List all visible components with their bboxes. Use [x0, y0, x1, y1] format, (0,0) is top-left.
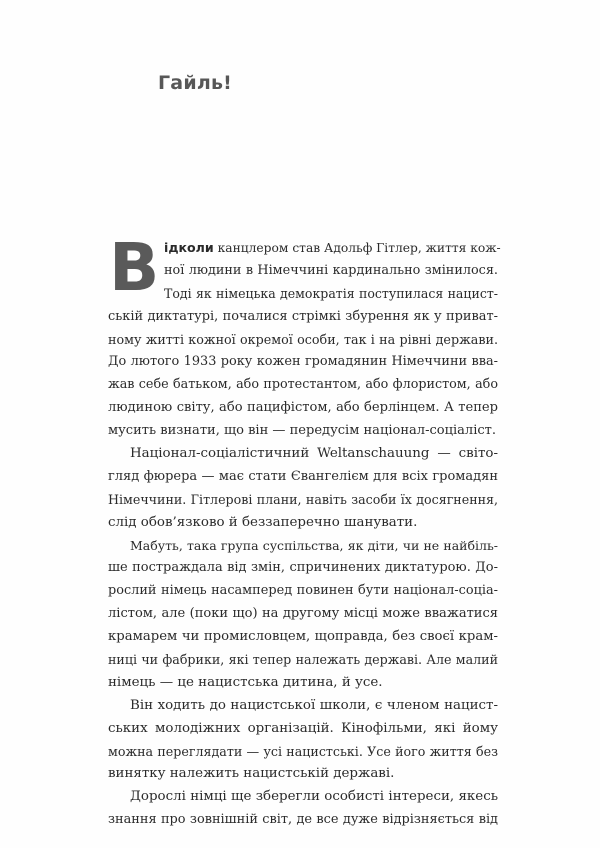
text-line: знання про зовнішній світ, де все дуже відрізняється від: [108, 812, 498, 828]
text-line: ше постраждала від змін, спричинених диктатурою. До-: [108, 560, 498, 576]
text-line: рослий німець насамперед повинен бути націонал-соціа-: [108, 583, 498, 599]
text-line: Німеччини. Гітлерові плани, навіть засоби їх досягнення,: [108, 491, 498, 507]
chapter-title: Гайль!: [158, 72, 233, 94]
text-line: ських молодіжних організацій. Кінофільми, які йому: [108, 720, 498, 736]
text-line: жав себе батьком, або протестантом, або флористом, або: [108, 377, 498, 393]
text-line: Дорослі німці ще зберегли особисті інтереси, якесь: [130, 789, 498, 805]
text-line: лістом, але (поки що) на другому місці може вважатися: [108, 606, 498, 622]
text-line: німець — це нацистська дитина, й усе.: [108, 674, 383, 690]
text-line: гляд фюрера — має стати Євангелієм для всіх громадян: [108, 468, 498, 484]
text-line: крамарем чи промисловцем, щоправда, без своєї крам-: [108, 629, 498, 645]
text-line: слід обов’язково й беззаперечно шанувати.: [108, 514, 418, 530]
body-text: [108, 229, 501, 832]
text-line: До лютого 1933 року кожен громадянин Німеччини вва-: [108, 354, 498, 370]
text-line: ській диктатурі, почалися стрімкі збурення як у приват-: [108, 308, 498, 324]
text-line: ної людини в Німеччині кардинально змінилося.: [164, 262, 498, 278]
lead-word: ідколи: [164, 240, 214, 255]
text-line: Він ходить до нацистської школи, є членом нацист-: [130, 697, 498, 713]
text-line: ному житті кожної окремої особи, так і на рівні держави.: [108, 331, 498, 347]
text-line: ниці чи фабрики, які тепер належать державі. Але малий: [108, 652, 498, 668]
text-line: ідколи канцлером став Адольф Гітлер, життя кож-: [164, 240, 501, 255]
text-line: Націонал-соціалістичний Weltanschauung — світо-: [130, 446, 498, 462]
text-line: мусить визнати, що він — передусім націонал-соціаліст.: [108, 423, 497, 439]
text-line: можна переглядати — усі нацистські. Усе його життя без: [108, 743, 498, 759]
text-line: винятку належить нацистській державі.: [108, 766, 395, 782]
text-line: людиною світу, або пацифістом, або берлінцем. А тепер: [108, 400, 498, 416]
text-line: Тоді як німецька демократія поступилася нацист-: [164, 285, 498, 301]
text-line: Мабуть, така група суспільства, як діти, чи не найбіль-: [130, 537, 498, 553]
drop-cap: В: [109, 229, 160, 306]
